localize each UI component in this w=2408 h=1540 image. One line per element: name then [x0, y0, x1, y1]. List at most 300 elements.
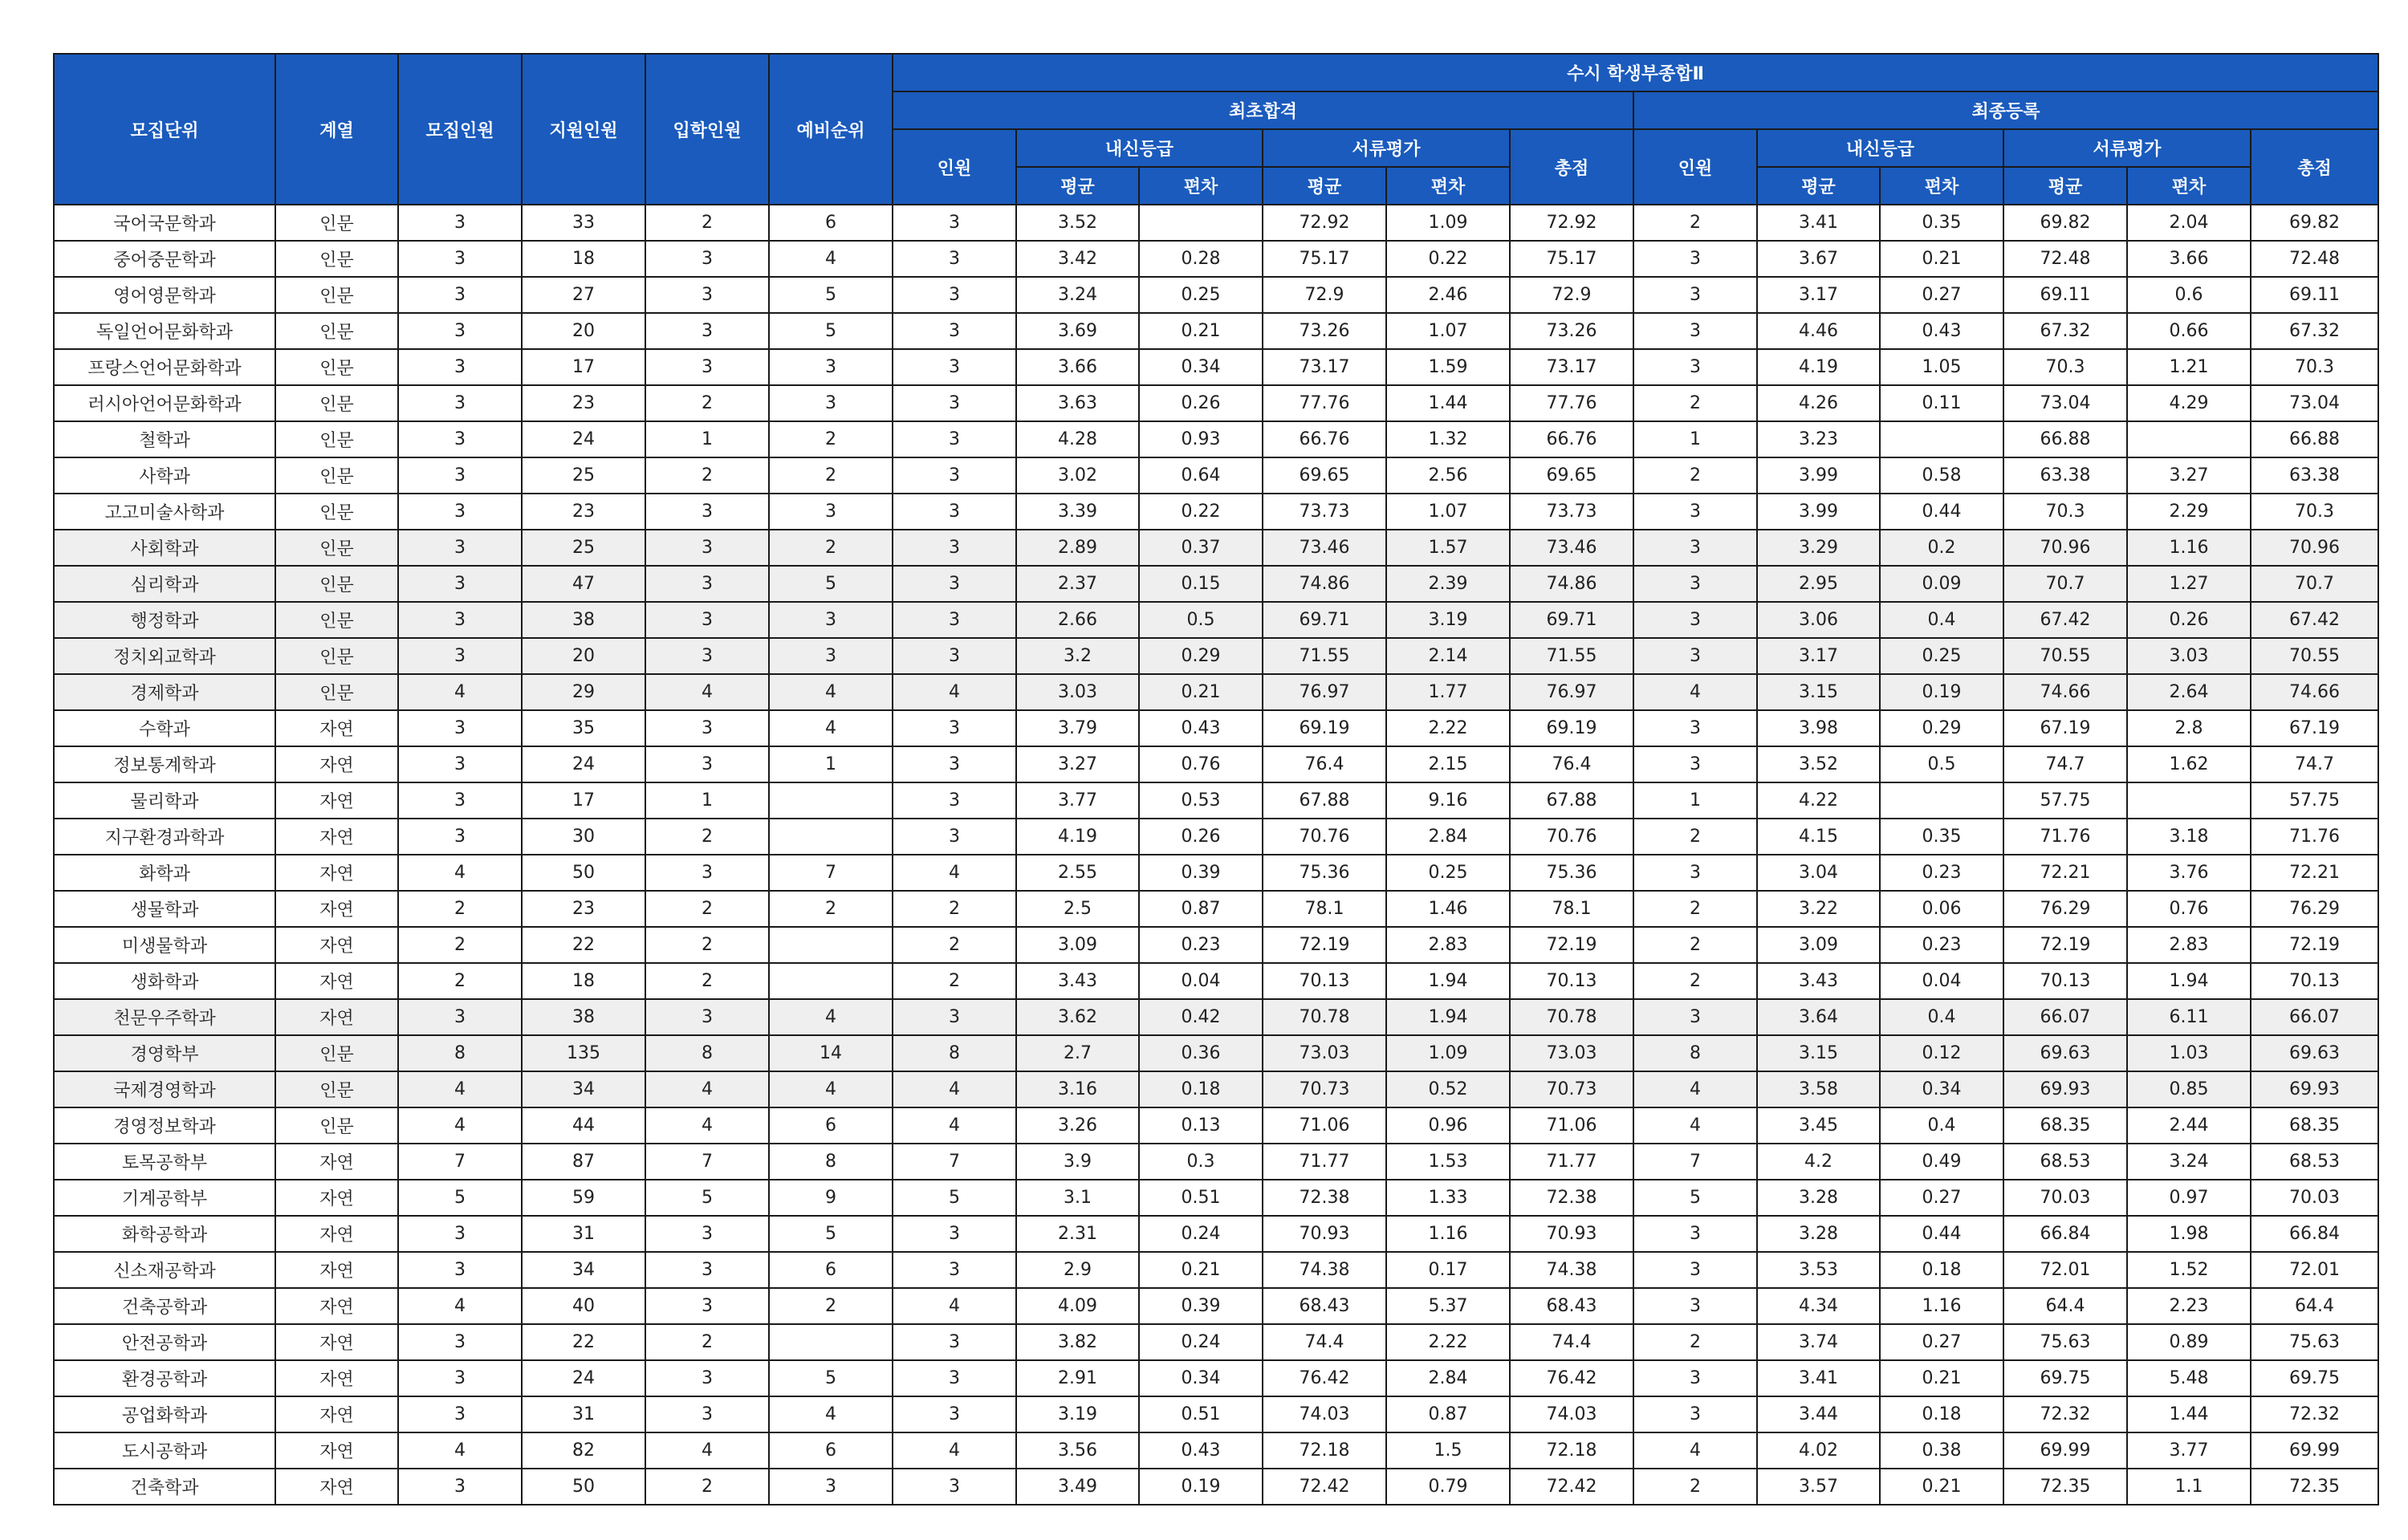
cell-field: 자연 [275, 1180, 398, 1216]
cell-applicants: 50 [522, 1469, 645, 1505]
cell-field: 자연 [275, 1360, 398, 1396]
cell-applicants: 22 [522, 1324, 645, 1360]
cell-final-count: 3 [1633, 1288, 1757, 1324]
cell-admitted: 7 [645, 1144, 769, 1180]
cell-initial-grade-dev: 0.87 [1139, 891, 1263, 927]
cell-final-count: 8 [1633, 1035, 1757, 1071]
cell-final-total: 73.04 [2251, 385, 2378, 421]
cell-quota: 3 [398, 746, 522, 782]
cell-final-count: 3 [1633, 710, 1757, 746]
cell-waitlist: 3 [769, 638, 893, 674]
cell-final-grade-dev: 0.44 [1880, 494, 2003, 530]
cell-applicants: 20 [522, 313, 645, 349]
cell-admitted: 3 [645, 241, 769, 277]
cell-initial-count: 3 [893, 999, 1016, 1035]
cell-initial-total: 73.26 [1510, 313, 1633, 349]
cell-waitlist: 4 [769, 999, 893, 1035]
cell-quota: 3 [398, 349, 522, 385]
cell-field: 인문 [275, 205, 398, 241]
cell-initial-doc-dev: 1.53 [1386, 1144, 1510, 1180]
cell-initial-total: 72.18 [1510, 1432, 1633, 1469]
cell-waitlist: 4 [769, 674, 893, 710]
cell-applicants: 34 [522, 1252, 645, 1288]
cell-final-count: 3 [1633, 1252, 1757, 1288]
header-unit: 모집단위 [54, 54, 275, 205]
cell-final-grade-avg: 3.99 [1757, 494, 1880, 530]
cell-initial-doc-avg: 76.42 [1263, 1360, 1386, 1396]
cell-applicants: 20 [522, 638, 645, 674]
cell-initial-grade-avg: 3.09 [1016, 927, 1139, 963]
cell-final-grade-dev: 0.06 [1880, 891, 2003, 927]
cell-initial-count: 3 [893, 638, 1016, 674]
cell-admitted: 2 [645, 457, 769, 494]
cell-initial-grade-avg: 3.79 [1016, 710, 1139, 746]
cell-quota: 3 [398, 385, 522, 421]
admission-results-table [53, 53, 2379, 1505]
cell-initial-grade-avg: 3.63 [1016, 385, 1139, 421]
cell-initial-grade-avg: 2.5 [1016, 891, 1139, 927]
cell-quota: 3 [398, 530, 522, 566]
cell-initial-grade-dev: 0.76 [1139, 746, 1263, 782]
cell-initial-total: 78.1 [1510, 891, 1633, 927]
cell-initial-doc-dev: 1.44 [1386, 385, 1510, 421]
cell-waitlist [769, 819, 893, 855]
cell-final-grade-dev: 0.34 [1880, 1071, 2003, 1107]
cell-final-grade-avg: 3.17 [1757, 638, 1880, 674]
cell-unit: 도시공학과 [54, 1432, 275, 1469]
cell-final-grade-dev: 0.44 [1880, 1216, 2003, 1252]
cell-applicants: 59 [522, 1180, 645, 1216]
cell-final-total: 69.99 [2251, 1432, 2378, 1469]
cell-field: 인문 [275, 1035, 398, 1071]
cell-final-grade-avg: 4.15 [1757, 819, 1880, 855]
cell-waitlist: 8 [769, 1144, 893, 1180]
cell-final-total: 69.63 [2251, 1035, 2378, 1071]
cell-field: 인문 [275, 530, 398, 566]
cell-quota: 4 [398, 1432, 522, 1469]
cell-initial-grade-avg: 2.89 [1016, 530, 1139, 566]
cell-quota: 4 [398, 674, 522, 710]
cell-initial-doc-dev: 1.57 [1386, 530, 1510, 566]
cell-final-grade-dev: 0.21 [1880, 241, 2003, 277]
cell-initial-grade-avg: 3.42 [1016, 241, 1139, 277]
cell-initial-doc-avg: 71.77 [1263, 1144, 1386, 1180]
cell-initial-grade-dev: 0.29 [1139, 638, 1263, 674]
cell-final-count: 3 [1633, 602, 1757, 638]
cell-unit: 토목공학부 [54, 1144, 275, 1180]
cell-initial-total: 70.93 [1510, 1216, 1633, 1252]
cell-initial-grade-dev: 0.42 [1139, 999, 1263, 1035]
cell-final-grade-avg: 3.43 [1757, 963, 1880, 999]
cell-final-count: 3 [1633, 494, 1757, 530]
cell-quota: 5 [398, 1180, 522, 1216]
table-body [54, 205, 2378, 1505]
cell-final-grade-dev [1880, 782, 2003, 819]
table-row [54, 674, 2378, 710]
cell-applicants: 44 [522, 1107, 645, 1144]
cell-initial-grade-avg: 3.26 [1016, 1107, 1139, 1144]
cell-applicants: 22 [522, 927, 645, 963]
cell-final-doc-avg: 66.84 [2003, 1216, 2127, 1252]
header-initial-doc-avg: 평균 [1263, 167, 1386, 205]
cell-final-count: 2 [1633, 205, 1757, 241]
cell-final-total: 68.35 [2251, 1107, 2378, 1144]
cell-initial-grade-avg: 3.52 [1016, 205, 1139, 241]
cell-final-grade-dev: 0.27 [1880, 1324, 2003, 1360]
cell-unit: 정보통계학과 [54, 746, 275, 782]
cell-waitlist [769, 782, 893, 819]
table-row [54, 1396, 2378, 1432]
cell-unit: 국제경영학과 [54, 1071, 275, 1107]
cell-final-count: 3 [1633, 746, 1757, 782]
cell-waitlist: 4 [769, 1396, 893, 1432]
cell-initial-count: 3 [893, 782, 1016, 819]
cell-field: 인문 [275, 1071, 398, 1107]
cell-admitted: 1 [645, 782, 769, 819]
cell-final-total: 70.3 [2251, 494, 2378, 530]
cell-final-doc-avg: 66.88 [2003, 421, 2127, 457]
cell-final-total: 69.11 [2251, 277, 2378, 313]
cell-unit: 화학과 [54, 855, 275, 891]
cell-initial-grade-avg: 2.37 [1016, 566, 1139, 602]
cell-initial-grade-dev: 0.51 [1139, 1180, 1263, 1216]
cell-initial-count: 3 [893, 277, 1016, 313]
cell-initial-doc-avg: 70.76 [1263, 819, 1386, 855]
cell-unit: 행정학과 [54, 602, 275, 638]
cell-initial-grade-dev: 0.22 [1139, 494, 1263, 530]
cell-final-doc-dev: 1.52 [2127, 1252, 2251, 1288]
cell-applicants: 35 [522, 710, 645, 746]
cell-admitted: 3 [645, 530, 769, 566]
header-initial-total: 총점 [1510, 129, 1633, 205]
cell-final-grade-avg: 4.34 [1757, 1288, 1880, 1324]
cell-final-doc-dev: 1.98 [2127, 1216, 2251, 1252]
cell-initial-doc-avg: 72.92 [1263, 205, 1386, 241]
cell-initial-count: 3 [893, 566, 1016, 602]
header-final-count: 인원 [1633, 129, 1757, 205]
table-row [54, 927, 2378, 963]
cell-initial-grade-avg: 3.02 [1016, 457, 1139, 494]
cell-field: 자연 [275, 1432, 398, 1469]
cell-initial-grade-avg: 3.27 [1016, 746, 1139, 782]
cell-unit: 미생물학과 [54, 927, 275, 963]
cell-initial-count: 4 [893, 1107, 1016, 1144]
cell-initial-count: 3 [893, 241, 1016, 277]
header-final-grade: 내신등급 [1757, 129, 2003, 167]
cell-initial-doc-avg: 67.88 [1263, 782, 1386, 819]
cell-final-grade-dev: 0.58 [1880, 457, 2003, 494]
cell-final-doc-dev: 5.48 [2127, 1360, 2251, 1396]
cell-quota: 3 [398, 494, 522, 530]
cell-final-doc-dev: 3.27 [2127, 457, 2251, 494]
cell-field: 인문 [275, 602, 398, 638]
cell-final-total: 66.07 [2251, 999, 2378, 1035]
cell-initial-doc-avg: 78.1 [1263, 891, 1386, 927]
cell-unit: 고고미술사학과 [54, 494, 275, 530]
cell-initial-grade-dev: 0.51 [1139, 1396, 1263, 1432]
cell-applicants: 34 [522, 1071, 645, 1107]
cell-final-count: 3 [1633, 999, 1757, 1035]
cell-final-total: 66.84 [2251, 1216, 2378, 1252]
cell-final-count: 2 [1633, 963, 1757, 999]
cell-final-grade-avg: 3.28 [1757, 1180, 1880, 1216]
cell-final-grade-dev: 0.29 [1880, 710, 2003, 746]
cell-initial-doc-dev: 2.22 [1386, 1324, 1510, 1360]
cell-applicants: 82 [522, 1432, 645, 1469]
cell-initial-grade-avg: 3.24 [1016, 277, 1139, 313]
table-row [54, 1324, 2378, 1360]
cell-initial-grade-dev: 0.39 [1139, 1288, 1263, 1324]
cell-initial-grade-dev: 0.43 [1139, 710, 1263, 746]
cell-final-count: 3 [1633, 1360, 1757, 1396]
cell-unit: 정치외교학과 [54, 638, 275, 674]
cell-field: 인문 [275, 638, 398, 674]
table-row [54, 1071, 2378, 1107]
cell-waitlist: 5 [769, 313, 893, 349]
cell-admitted: 3 [645, 1216, 769, 1252]
header-quota: 모집인원 [398, 54, 522, 205]
cell-final-doc-dev: 4.29 [2127, 385, 2251, 421]
cell-applicants: 30 [522, 819, 645, 855]
cell-final-total: 57.75 [2251, 782, 2378, 819]
cell-unit: 경영학부 [54, 1035, 275, 1071]
cell-final-count: 4 [1633, 1432, 1757, 1469]
cell-quota: 3 [398, 205, 522, 241]
table-row [54, 1360, 2378, 1396]
cell-quota: 3 [398, 1360, 522, 1396]
cell-initial-count: 4 [893, 1432, 1016, 1469]
cell-initial-doc-avg: 66.76 [1263, 421, 1386, 457]
cell-final-grade-avg: 3.58 [1757, 1071, 1880, 1107]
cell-initial-count: 3 [893, 313, 1016, 349]
cell-final-count: 3 [1633, 1396, 1757, 1432]
cell-initial-doc-avg: 74.03 [1263, 1396, 1386, 1432]
cell-admitted: 4 [645, 1071, 769, 1107]
cell-final-total: 66.88 [2251, 421, 2378, 457]
cell-initial-count: 4 [893, 1071, 1016, 1107]
cell-final-grade-avg: 3.09 [1757, 927, 1880, 963]
cell-final-count: 5 [1633, 1180, 1757, 1216]
cell-applicants: 24 [522, 746, 645, 782]
cell-initial-grade-dev: 0.28 [1139, 241, 1263, 277]
cell-admitted: 4 [645, 1432, 769, 1469]
cell-initial-total: 77.76 [1510, 385, 1633, 421]
cell-initial-grade-avg: 3.82 [1016, 1324, 1139, 1360]
cell-initial-grade-dev: 0.64 [1139, 457, 1263, 494]
cell-quota: 3 [398, 602, 522, 638]
table-row [54, 819, 2378, 855]
table-row [54, 1252, 2378, 1288]
cell-final-doc-avg: 71.76 [2003, 819, 2127, 855]
cell-final-doc-dev: 0.85 [2127, 1071, 2251, 1107]
cell-admitted: 2 [645, 205, 769, 241]
cell-unit: 공업화학과 [54, 1396, 275, 1432]
cell-initial-grade-dev: 0.93 [1139, 421, 1263, 457]
table-row [54, 313, 2378, 349]
cell-final-count: 4 [1633, 674, 1757, 710]
cell-field: 자연 [275, 819, 398, 855]
cell-initial-grade-avg: 3.49 [1016, 1469, 1139, 1505]
table-row [54, 241, 2378, 277]
cell-initial-total: 70.13 [1510, 963, 1633, 999]
cell-unit: 경영정보학과 [54, 1107, 275, 1144]
cell-applicants: 24 [522, 421, 645, 457]
cell-final-grade-avg: 3.23 [1757, 421, 1880, 457]
cell-quota: 3 [398, 421, 522, 457]
cell-initial-count: 3 [893, 1469, 1016, 1505]
cell-final-grade-avg: 3.99 [1757, 457, 1880, 494]
cell-final-total: 75.63 [2251, 1324, 2378, 1360]
cell-final-grade-avg: 4.26 [1757, 385, 1880, 421]
cell-initial-total: 75.17 [1510, 241, 1633, 277]
cell-waitlist: 5 [769, 1360, 893, 1396]
cell-final-doc-avg: 72.35 [2003, 1469, 2127, 1505]
cell-applicants: 17 [522, 349, 645, 385]
cell-initial-count: 3 [893, 349, 1016, 385]
cell-initial-grade-dev: 0.19 [1139, 1469, 1263, 1505]
cell-field: 인문 [275, 349, 398, 385]
cell-final-doc-avg: 67.32 [2003, 313, 2127, 349]
cell-unit: 안전공학과 [54, 1324, 275, 1360]
cell-initial-total: 71.06 [1510, 1107, 1633, 1144]
cell-waitlist [769, 963, 893, 999]
cell-waitlist: 2 [769, 1288, 893, 1324]
cell-admitted: 2 [645, 963, 769, 999]
cell-initial-doc-dev: 1.46 [1386, 891, 1510, 927]
header-field: 계열 [275, 54, 398, 205]
cell-initial-doc-dev: 0.96 [1386, 1107, 1510, 1144]
cell-unit: 신소재공학과 [54, 1252, 275, 1288]
cell-final-doc-dev: 3.77 [2127, 1432, 2251, 1469]
cell-final-grade-dev: 0.11 [1880, 385, 2003, 421]
cell-final-grade-avg: 3.57 [1757, 1469, 1880, 1505]
cell-final-grade-dev [1880, 421, 2003, 457]
table-row [54, 421, 2378, 457]
cell-quota: 3 [398, 457, 522, 494]
cell-waitlist: 4 [769, 241, 893, 277]
cell-field: 인문 [275, 421, 398, 457]
table-row [54, 277, 2378, 313]
cell-admitted: 4 [645, 674, 769, 710]
cell-final-total: 67.32 [2251, 313, 2378, 349]
cell-admitted: 2 [645, 927, 769, 963]
cell-final-grade-avg: 4.22 [1757, 782, 1880, 819]
cell-quota: 3 [398, 710, 522, 746]
cell-final-grade-dev: 0.21 [1880, 1360, 2003, 1396]
cell-initial-grade-avg: 2.7 [1016, 1035, 1139, 1071]
cell-field: 인문 [275, 674, 398, 710]
cell-initial-grade-dev: 0.26 [1139, 819, 1263, 855]
cell-initial-doc-avg: 69.71 [1263, 602, 1386, 638]
cell-initial-doc-dev: 1.59 [1386, 349, 1510, 385]
cell-field: 인문 [275, 277, 398, 313]
header-final-doc-avg: 평균 [2003, 167, 2127, 205]
cell-initial-doc-avg: 73.03 [1263, 1035, 1386, 1071]
cell-initial-doc-avg: 73.46 [1263, 530, 1386, 566]
cell-quota: 8 [398, 1035, 522, 1071]
cell-final-doc-avg: 72.01 [2003, 1252, 2127, 1288]
cell-unit: 러시아언어문화학과 [54, 385, 275, 421]
cell-quota: 3 [398, 1469, 522, 1505]
cell-initial-count: 3 [893, 1324, 1016, 1360]
cell-final-doc-avg: 72.48 [2003, 241, 2127, 277]
cell-initial-doc-dev: 1.32 [1386, 421, 1510, 457]
cell-final-total: 70.7 [2251, 566, 2378, 602]
cell-admitted: 3 [645, 313, 769, 349]
cell-quota: 4 [398, 1288, 522, 1324]
cell-final-grade-avg: 3.53 [1757, 1252, 1880, 1288]
cell-unit: 중어중문학과 [54, 241, 275, 277]
cell-unit: 생물학과 [54, 891, 275, 927]
cell-waitlist: 6 [769, 1107, 893, 1144]
cell-field: 자연 [275, 999, 398, 1035]
cell-final-doc-avg: 73.04 [2003, 385, 2127, 421]
cell-initial-total: 73.73 [1510, 494, 1633, 530]
cell-initial-doc-avg: 74.4 [1263, 1324, 1386, 1360]
cell-unit: 프랑스언어문화학과 [54, 349, 275, 385]
cell-admitted: 3 [645, 494, 769, 530]
cell-final-count: 3 [1633, 349, 1757, 385]
header-initial-grade: 내신등급 [1016, 129, 1263, 167]
cell-final-count: 2 [1633, 891, 1757, 927]
cell-admitted: 2 [645, 819, 769, 855]
cell-initial-grade-avg: 2.31 [1016, 1216, 1139, 1252]
cell-applicants: 18 [522, 963, 645, 999]
cell-final-doc-dev: 1.03 [2127, 1035, 2251, 1071]
cell-initial-total: 75.36 [1510, 855, 1633, 891]
cell-admitted: 2 [645, 385, 769, 421]
cell-initial-grade-avg: 3.03 [1016, 674, 1139, 710]
cell-initial-total: 72.42 [1510, 1469, 1633, 1505]
cell-initial-grade-dev: 0.21 [1139, 674, 1263, 710]
cell-final-doc-avg: 69.99 [2003, 1432, 2127, 1469]
cell-initial-doc-avg: 72.18 [1263, 1432, 1386, 1469]
cell-initial-grade-dev: 0.21 [1139, 313, 1263, 349]
cell-final-grade-avg: 3.52 [1757, 746, 1880, 782]
cell-final-total: 68.53 [2251, 1144, 2378, 1180]
cell-final-total: 70.3 [2251, 349, 2378, 385]
cell-final-grade-avg: 3.04 [1757, 855, 1880, 891]
cell-final-total: 72.19 [2251, 927, 2378, 963]
cell-admitted: 4 [645, 1107, 769, 1144]
cell-field: 인문 [275, 1107, 398, 1144]
cell-final-grade-dev: 1.05 [1880, 349, 2003, 385]
cell-initial-total: 68.43 [1510, 1288, 1633, 1324]
cell-initial-grade-avg: 2.91 [1016, 1360, 1139, 1396]
cell-final-doc-avg: 74.66 [2003, 674, 2127, 710]
cell-final-doc-dev: 2.8 [2127, 710, 2251, 746]
cell-applicants: 33 [522, 205, 645, 241]
cell-final-grade-avg: 3.15 [1757, 1035, 1880, 1071]
cell-quota: 2 [398, 963, 522, 999]
cell-initial-grade-dev: 0.3 [1139, 1144, 1263, 1180]
cell-final-grade-dev: 0.04 [1880, 963, 2003, 999]
cell-final-grade-dev: 0.09 [1880, 566, 2003, 602]
cell-final-grade-avg: 2.95 [1757, 566, 1880, 602]
cell-initial-grade-avg: 3.56 [1016, 1432, 1139, 1469]
header-initial-grade-dev: 편차 [1139, 167, 1263, 205]
cell-final-grade-avg: 3.15 [1757, 674, 1880, 710]
table-row [54, 602, 2378, 638]
cell-final-doc-dev: 0.26 [2127, 602, 2251, 638]
cell-initial-grade-avg: 3.16 [1016, 1071, 1139, 1107]
cell-applicants: 40 [522, 1288, 645, 1324]
cell-initial-grade-dev: 0.37 [1139, 530, 1263, 566]
cell-waitlist: 3 [769, 1469, 893, 1505]
cell-initial-count: 3 [893, 1396, 1016, 1432]
cell-final-doc-dev: 2.04 [2127, 205, 2251, 241]
cell-unit: 경제학과 [54, 674, 275, 710]
